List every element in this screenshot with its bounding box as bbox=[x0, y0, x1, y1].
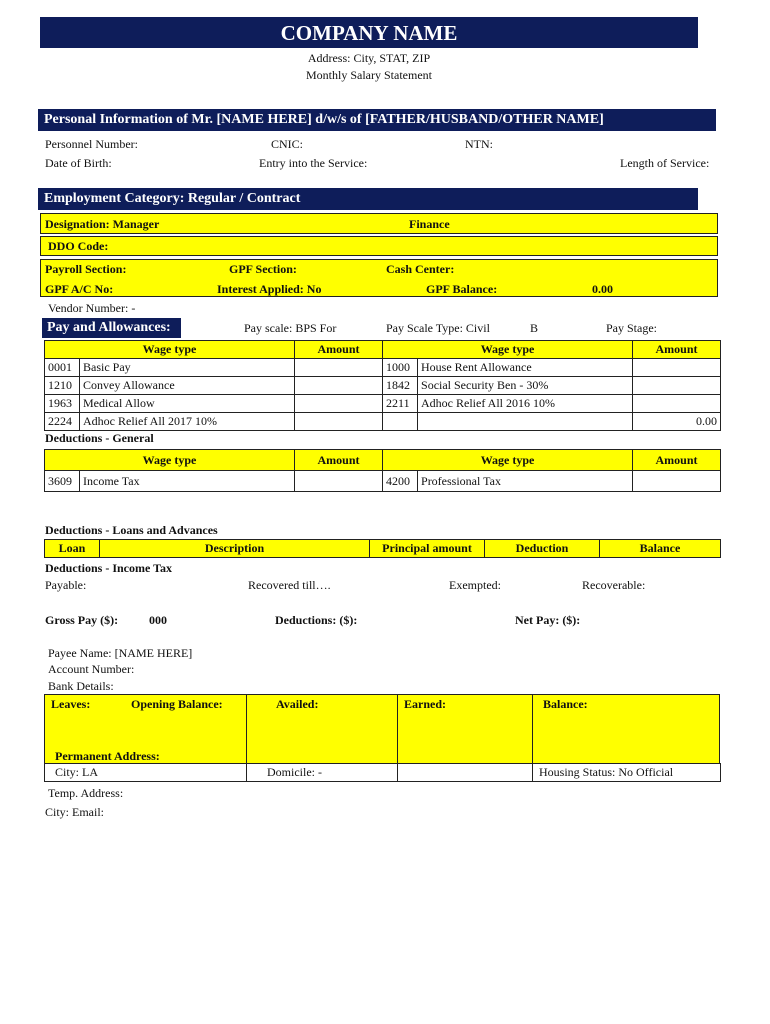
ntn: NTN: bbox=[465, 137, 493, 151]
company-address: Address: City, STAT, ZIP bbox=[307, 51, 431, 65]
pay-table-header bbox=[45, 341, 721, 359]
address-blank bbox=[398, 764, 533, 782]
loans-header bbox=[45, 540, 721, 558]
housing-status: Housing Status: No Official bbox=[533, 764, 721, 782]
earned: Earned: bbox=[404, 697, 446, 711]
deductions-header bbox=[45, 450, 721, 471]
wage-code: 4200 bbox=[383, 471, 418, 492]
wage-code: 1210 bbox=[45, 377, 80, 395]
statement-title: Monthly Salary Statement bbox=[306, 68, 432, 82]
availed: Availed: bbox=[276, 697, 319, 711]
wage-name: Adhoc Relief All 2017 10% bbox=[80, 413, 295, 431]
wage-amount bbox=[633, 471, 721, 492]
personal-info-title: Personal Information of Mr. [NAME HERE] d/w/s of [FATHER/HUSBAND/OTHER NAME] bbox=[44, 112, 604, 127]
wage-type-header: Wage type bbox=[45, 341, 295, 359]
payroll-box bbox=[40, 259, 718, 297]
wage-name bbox=[418, 413, 633, 431]
wage-code: 3609 bbox=[45, 471, 80, 492]
deduction-header: Deduction bbox=[485, 540, 600, 558]
principal-header: Principal amount bbox=[370, 540, 485, 558]
description-header: Description bbox=[100, 540, 370, 558]
department: Finance bbox=[409, 217, 450, 231]
wage-amount bbox=[295, 377, 383, 395]
wage-name: House Rent Allowance bbox=[418, 359, 633, 377]
account-number: Account Number: bbox=[48, 662, 135, 676]
payroll-section: Payroll Section: bbox=[45, 262, 127, 276]
date-of-birth: Date of Birth: bbox=[45, 156, 112, 170]
deductions-label: Deductions: ($): bbox=[275, 613, 358, 627]
leaves-divider bbox=[246, 694, 247, 764]
table-row bbox=[45, 377, 721, 395]
income-tax-title: Deductions - Income Tax bbox=[45, 561, 173, 575]
designation: Designation: Manager bbox=[45, 217, 160, 231]
gross-pay-label: Gross Pay ($): bbox=[45, 613, 119, 627]
gpf-balance: GPF Balance: bbox=[426, 282, 498, 296]
payee-name: Payee Name: [NAME HERE] bbox=[48, 646, 193, 660]
interest-applied: Interest Applied: No bbox=[217, 282, 322, 296]
pay-scale-letter: B bbox=[530, 321, 539, 335]
company-name: COMPANY NAME bbox=[280, 21, 458, 45]
wage-type-header: Wage type bbox=[383, 341, 633, 359]
personnel-number: Personnel Number: bbox=[45, 137, 138, 151]
pay-scale: Pay scale: BPS For bbox=[244, 321, 337, 335]
city-email: City: Email: bbox=[45, 805, 104, 819]
wage-name: Medical Allow bbox=[80, 395, 295, 413]
wage-name: Income Tax bbox=[80, 471, 295, 492]
loans-title: Deductions - Loans and Advances bbox=[45, 523, 218, 537]
recovered-till: Recovered till…. bbox=[248, 578, 331, 592]
wage-amount bbox=[295, 359, 383, 377]
company-banner bbox=[40, 17, 698, 48]
pay-allowances-title: Pay and Allowances: bbox=[47, 320, 171, 335]
wage-code bbox=[383, 413, 418, 431]
wage-name: Professional Tax bbox=[418, 471, 633, 492]
wage-code: 1842 bbox=[383, 377, 418, 395]
wage-amount bbox=[295, 395, 383, 413]
payable: Payable: bbox=[45, 578, 87, 592]
wage-amount bbox=[295, 413, 383, 431]
wage-name: Basic Pay bbox=[80, 359, 295, 377]
table-row bbox=[45, 359, 721, 377]
ddo-box bbox=[40, 236, 718, 256]
leaves-label: Leaves: bbox=[51, 697, 91, 711]
deductions-general-title: Deductions - General bbox=[45, 431, 154, 445]
loans-table bbox=[44, 539, 721, 558]
pay-table bbox=[44, 340, 721, 431]
amount-header: Amount bbox=[295, 450, 383, 471]
balance-header: Balance bbox=[600, 540, 721, 558]
amount-header: Amount bbox=[633, 450, 721, 471]
cash-center: Cash Center: bbox=[386, 262, 455, 276]
table-row bbox=[45, 395, 721, 413]
loan-header: Loan bbox=[45, 540, 100, 558]
wage-code: 2211 bbox=[383, 395, 418, 413]
wage-code: 1963 bbox=[45, 395, 80, 413]
wage-type-header: Wage type bbox=[383, 450, 633, 471]
address-table bbox=[44, 763, 721, 782]
wage-name: Convey Allowance bbox=[80, 377, 295, 395]
recoverable: Recoverable: bbox=[582, 578, 646, 592]
leave-balance: Balance: bbox=[543, 697, 588, 711]
gpf-balance-value: 0.00 bbox=[592, 282, 613, 296]
wage-amount bbox=[633, 359, 721, 377]
deductions-general-table bbox=[44, 449, 721, 492]
wage-amount bbox=[633, 395, 721, 413]
cnic: CNIC: bbox=[271, 137, 304, 151]
pay-stage: Pay Stage: bbox=[606, 321, 657, 335]
employment-title: Employment Category: Regular / Contract bbox=[44, 191, 301, 206]
temp-address: Temp. Address: bbox=[48, 786, 124, 800]
pay-allowances-bar bbox=[42, 318, 181, 338]
wage-type-header: Wage type bbox=[45, 450, 295, 471]
bank-details: Bank Details: bbox=[48, 679, 114, 693]
wage-amount bbox=[633, 377, 721, 395]
table-row bbox=[45, 413, 721, 431]
wage-name: Social Security Ben - 30% bbox=[418, 377, 633, 395]
opening-balance: Opening Balance: bbox=[131, 697, 223, 711]
entry-into-service: Entry into the Service: bbox=[259, 156, 368, 170]
ddo-code: DDO Code: bbox=[48, 239, 109, 253]
personal-info-bar bbox=[38, 109, 716, 131]
city: City: LA bbox=[45, 764, 247, 782]
amount-header: Amount bbox=[295, 341, 383, 359]
leaves-divider bbox=[532, 694, 533, 764]
length-of-service: Length of Service: bbox=[620, 156, 710, 170]
wage-code: 1000 bbox=[383, 359, 418, 377]
net-pay-label: Net Pay: ($): bbox=[515, 613, 581, 627]
gpf-section: GPF Section: bbox=[229, 262, 297, 276]
domicile: Domicile: - bbox=[247, 764, 398, 782]
wage-name: Adhoc Relief All 2016 10% bbox=[418, 395, 633, 413]
wage-code: 0001 bbox=[45, 359, 80, 377]
table-row bbox=[45, 764, 721, 782]
wage-amount: 0.00 bbox=[633, 413, 721, 431]
employment-bar bbox=[38, 188, 698, 210]
permanent-address: Permanent Address: bbox=[55, 749, 160, 763]
amount-header: Amount bbox=[633, 341, 721, 359]
gpf-account: GPF A/C No: bbox=[45, 282, 114, 296]
vendor-number: Vendor Number: - bbox=[48, 301, 136, 315]
wage-amount bbox=[295, 471, 383, 492]
pay-scale-type: Pay Scale Type: Civil bbox=[386, 321, 490, 335]
exempted: Exempted: bbox=[449, 578, 501, 592]
table-row bbox=[45, 471, 721, 492]
leaves-divider bbox=[397, 694, 398, 764]
wage-code: 2224 bbox=[45, 413, 80, 431]
gross-pay-value: 000 bbox=[149, 613, 167, 627]
